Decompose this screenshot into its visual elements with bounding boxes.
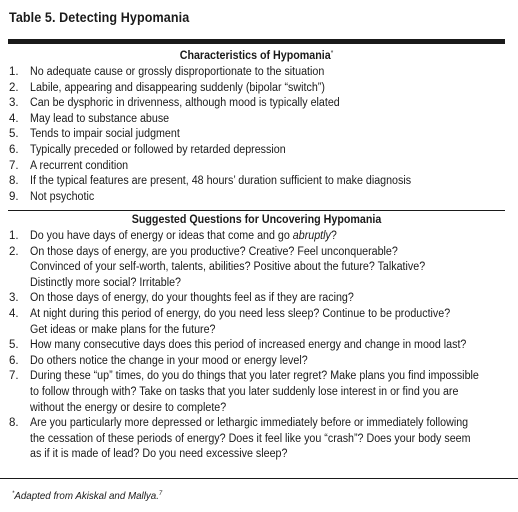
- list-item: [0, 416, 513, 463]
- list-item: [0, 307, 513, 338]
- footnote-text: Adapted from Akiskal and Mallya.: [14, 490, 159, 502]
- item-text-line: Convinced of your self-worth, talents, abilities? Positive about the future? Talkative?: [30, 261, 426, 274]
- item-text-line: Typically preceded or followed by retarded depression: [30, 143, 286, 156]
- footnote: [12, 490, 162, 502]
- list-item: [0, 143, 440, 159]
- list-item: [0, 354, 513, 370]
- item-number: 4.: [9, 307, 19, 320]
- item-number: 1.: [9, 230, 19, 242]
- item-text-line: No adequate cause or grossly disproportionate to the situation: [30, 66, 325, 78]
- list-item: [0, 190, 440, 206]
- footnote-mark: *: [12, 490, 15, 497]
- item-number: 7.: [9, 370, 19, 383]
- item-number: 3.: [9, 292, 19, 305]
- item-text-line: Labile, appearing and disappearing suddenly (bipolar “switch”): [30, 81, 325, 94]
- list-item: [0, 229, 513, 245]
- list-item: [0, 369, 513, 416]
- item-number: 8.: [9, 417, 19, 430]
- item-text-line: On those days of energy, do your thoughts feel as if they are racing?: [30, 292, 354, 305]
- list-item: [0, 65, 440, 81]
- item-number: 8.: [9, 175, 19, 188]
- footnote-marker: *: [330, 50, 334, 57]
- item-number: 3.: [9, 97, 19, 110]
- characteristics-list: [0, 65, 440, 205]
- list-item: [0, 96, 440, 112]
- item-text-line: Distinctly more social? Irritable?: [30, 276, 181, 289]
- item-text-after: ?: [330, 230, 337, 242]
- section-heading-questions: Suggested Questions for Uncovering Hypomania: [131, 214, 382, 226]
- item-text-line: without the energy or desire to complete?: [30, 401, 227, 414]
- list-item: [0, 127, 440, 143]
- emphasis-text: abruptly: [292, 230, 331, 242]
- item-number: 9.: [9, 190, 19, 203]
- item-number: 5.: [9, 128, 19, 141]
- item-text: [30, 229, 479, 245]
- item-text-line: to follow through with? Take on tasks that you later suddenly lose interest in or find you are: [30, 385, 459, 398]
- item-text-line: Do others notice the change in your mood or energy level?: [30, 354, 308, 367]
- footnote-ref: 7: [158, 490, 163, 497]
- item-number: 1.: [9, 66, 19, 78]
- list-item: [0, 159, 440, 175]
- list-item: [0, 174, 440, 190]
- list-item: [0, 338, 513, 354]
- item-text-line: If the typical features are present, 48 hours’ duration sufficient to make diagnosis: [30, 175, 412, 188]
- item-text-line: A recurrent condition: [30, 159, 129, 172]
- item-number: 6.: [9, 354, 19, 367]
- item-text-line: Are you particularly more depressed or lethargic immediately before or immediately following: [30, 417, 469, 430]
- item-number: 6.: [9, 143, 19, 156]
- list-item: [0, 245, 513, 292]
- item-number: 2.: [9, 245, 19, 258]
- header-rule: [8, 39, 505, 44]
- item-number: 7.: [9, 159, 19, 172]
- item-text-line: the cessation of these periods of energy? Does it feel like you “crash”? Does your body seem: [30, 432, 471, 445]
- questions-list: [0, 229, 513, 463]
- item-text-line: as if it is made of lead? Do you need excessive sleep?: [30, 448, 288, 461]
- list-item: [0, 112, 440, 128]
- item-text-line: On those days of energy, are you productive? Creative? Feel unconquerable?: [30, 245, 398, 258]
- item-number: 2.: [9, 81, 19, 94]
- item-text-line: Not psychotic: [30, 190, 95, 203]
- section-heading-text: Characteristics of Hypomania: [179, 50, 331, 62]
- section-divider: [8, 210, 505, 211]
- item-text-before: Do you have days of energy or ideas that come and go: [30, 230, 293, 242]
- table-bottom-rule: [0, 478, 518, 479]
- item-number: 4.: [9, 112, 19, 125]
- item-text-line: At night during this period of energy, do you need less sleep? Continue to be productive?: [30, 307, 451, 320]
- item-text-line: Can be dysphoric in drivenness, although mood is typically elated: [30, 97, 340, 110]
- item-text-line: How many consecutive days does this period of increased energy and change in mood last?: [30, 339, 467, 352]
- item-text-line: During these “up” times, do you do things that you later regret? Make plans you find impossible: [30, 370, 479, 383]
- list-item: [0, 291, 513, 307]
- item-text-line: Get ideas or make plans for the future?: [30, 323, 216, 336]
- item-text-line: Tends to impair social judgment: [30, 128, 180, 141]
- item-text-line: May lead to substance abuse: [30, 112, 170, 125]
- table-title: Table 5. Detecting Hypomania: [9, 10, 190, 25]
- list-item: [0, 81, 440, 97]
- section-heading-characteristics: [25, 50, 487, 62]
- item-number: 5.: [9, 339, 19, 352]
